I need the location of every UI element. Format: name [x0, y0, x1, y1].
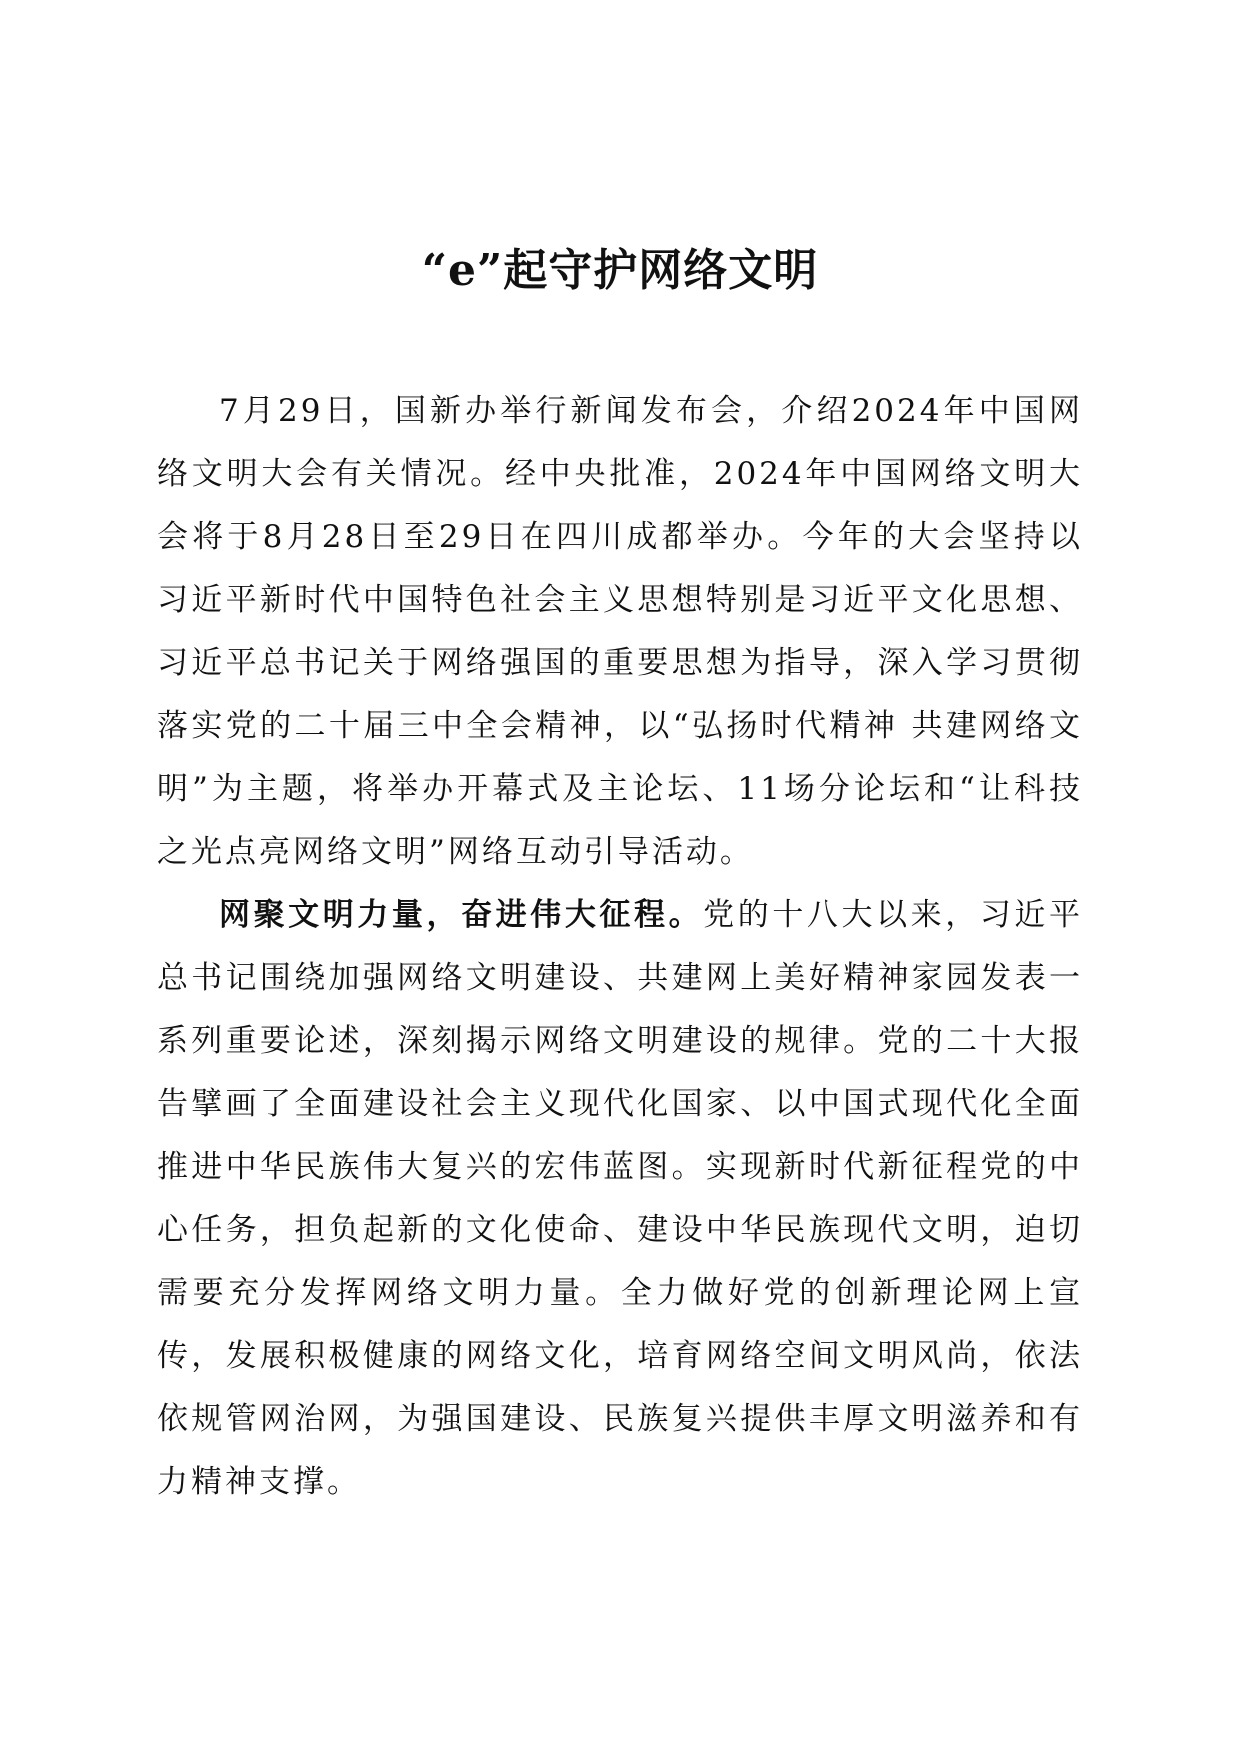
- paragraph-2: [157, 884, 1083, 1514]
- document-title: “e”起守护网络文明: [421, 245, 819, 296]
- paragraph-1-text: 7月29日，国新办举行新闻发布会，介绍2024年中国网络文明大会有关情况。经中央批准，2024年中国网络文明大会将于8月28日至29日在四川成都举办。今年的大会坚持以习近平新时代中国特色社会主义思想特别是习近平文化思想、习近平总书记关于网络强国的重要思想为指导，深入学习贯彻落实党的二十届三中全会精神，以“弘扬时代精神 共建网络文明”为主题，将举办开幕式及主论坛、11场分论坛和“让科技之光点亮网络文明”网络互动引导活动。: [157, 393, 1083, 870]
- paragraph-2-lead: 网聚文明力量，奋进伟大征程。: [219, 897, 704, 933]
- paragraph-2-text: 党的十八大以来，习近平总书记围绕加强网络文明建设、共建网上美好精神家园发表一系列重要论述，深刻揭示网络文明建设的规律。党的二十大报告擘画了全面建设社会主义现代化国家、以中国式现代化全面推进中华民族伟大复兴的宏伟蓝图。实现新时代新征程党的中心任务，担负起新的文化使命、建设中华民族现代文明，迫切需要充分发挥网络文明力量。全力做好党的创新理论网上宣传，发展积极健康的网络文化，培育网络空间文明风尚，依法依规管网治网，为强国建设、民族复兴提供丰厚文明滋养和有力精神支撑。: [157, 897, 1084, 1500]
- paragraph-1: [157, 380, 1083, 884]
- document-body: [157, 380, 1083, 1514]
